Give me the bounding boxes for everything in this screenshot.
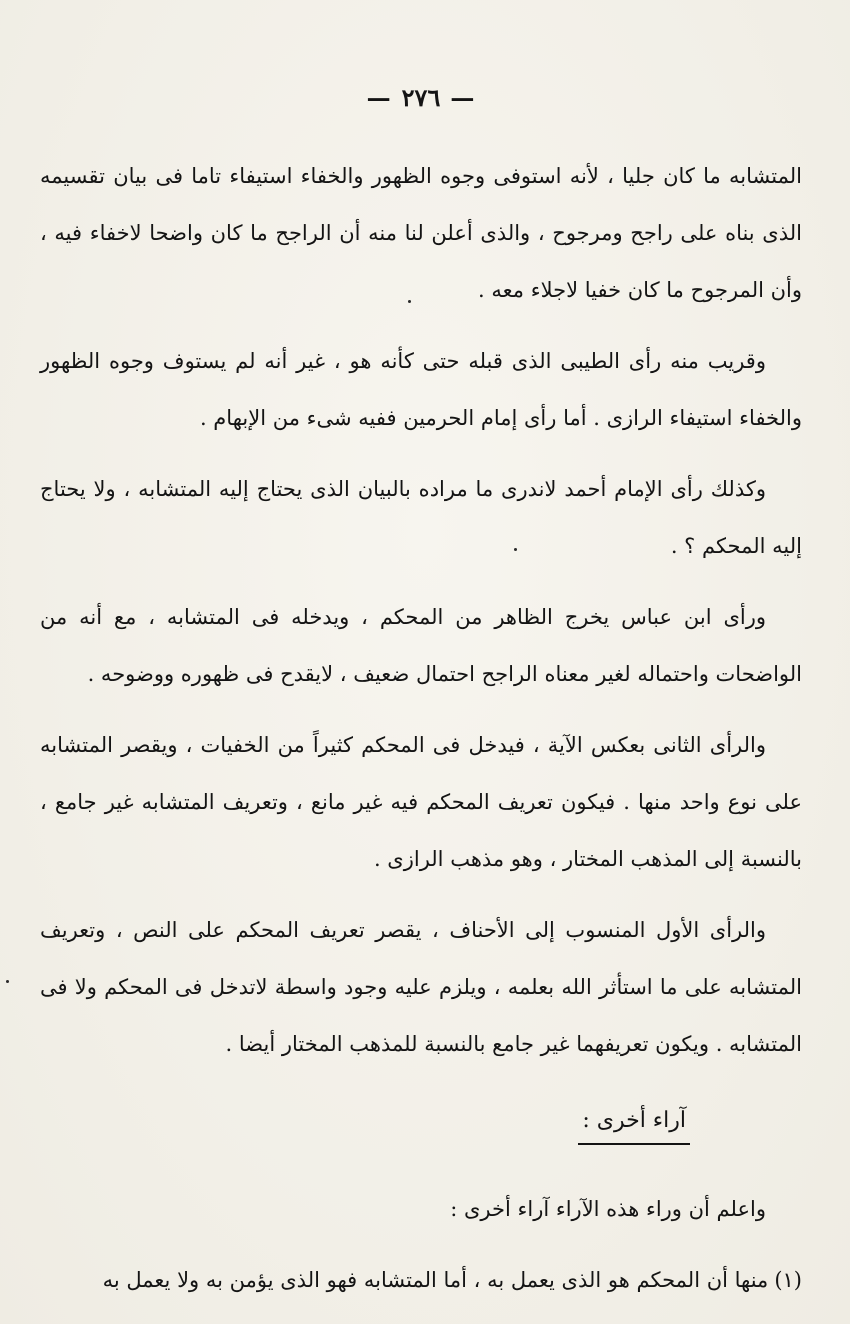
list-item-text: منها أن المحكم هو الذى يعمل به ، أما المتشابه فهو الذى يؤمن به ولا يعمل به bbox=[102, 1268, 769, 1292]
page-number-dash-right: — bbox=[450, 83, 476, 112]
page-number-value: ٢٧٦ bbox=[401, 83, 441, 112]
scan-speck bbox=[408, 300, 411, 303]
page-number-dash-left: — bbox=[366, 83, 392, 112]
paragraph-6: والرأى الأول المنسوب إلى الأحناف ، يقصر تعريف المحكم على النص ، وتعريف المتشابه على ما استأثر الله بعلمه ، ويلزم عليه وجود واسطة لاتدخل فى المحكم ولا فى المتشابه . ويكون تعريفهما غير جامع بالنسبة للمذهب المختار أيضا . bbox=[40, 918, 802, 1056]
paragraph-4: ورأى ابن عباس يخرج الظاهر من المحكم ، ويدخله فى المتشابه ، مع أنه من الواضحات واحتماله لغير معناه الراجح احتمال ضعيف ، لايقدح فى ظهوره ووضوحه . bbox=[40, 605, 802, 686]
scan-speck bbox=[6, 980, 9, 983]
intro-paragraph: واعلم أن وراء هذه الآراء آراء أخرى : bbox=[450, 1197, 766, 1221]
paragraph-5: والرأى الثانى بعكس الآية ، فيدخل فى المحكم كثيراً من الخفيات ، ويقصر المتشابه على نوع واحد منها . فيكون تعريف المحكم فيه غير مانع ، وتعريف المتشابه غير جامع ، بالنسبة إلى المذهب المختار ، وهو مذهب الرازى . bbox=[40, 733, 802, 871]
paragraph-2: وقريب منه رأى الطيبى الذى قبله حتى كأنه هو ، غير أنه لم يستوف وجوه الظهور والخفاء استيفاء الرازى . أما رأى إمام الحرمين ففيه شىء من الإبهام . bbox=[40, 349, 802, 430]
list-item-number: (١) bbox=[774, 1268, 802, 1292]
section-heading-text: آراء أخرى : bbox=[578, 1101, 690, 1145]
list-item-1 bbox=[40, 1252, 802, 1309]
paragraph-3: وكذلك رأى الإمام أحمد لاندرى ما مراده بالبيان الذى يحتاج إليه المتشابه ، ولا يحتاج إليه المحكم ؟ . bbox=[40, 477, 802, 558]
paragraph-1: المتشابه ما كان جليا ، لأنه استوفى وجوه الظهور والخفاء استيفاء تاما فى بيان تقسيمه الذى بناه على راجح ومرجوح ، والذى أعلن لنا منه أن الراجح ما كان واضحا لاخفاء فيه ، وأن المرجوح ما كان خفيا لاجلاء معه . bbox=[40, 164, 802, 302]
scan-speck bbox=[514, 548, 517, 551]
page-number bbox=[40, 78, 802, 118]
section-heading bbox=[40, 1101, 690, 1145]
